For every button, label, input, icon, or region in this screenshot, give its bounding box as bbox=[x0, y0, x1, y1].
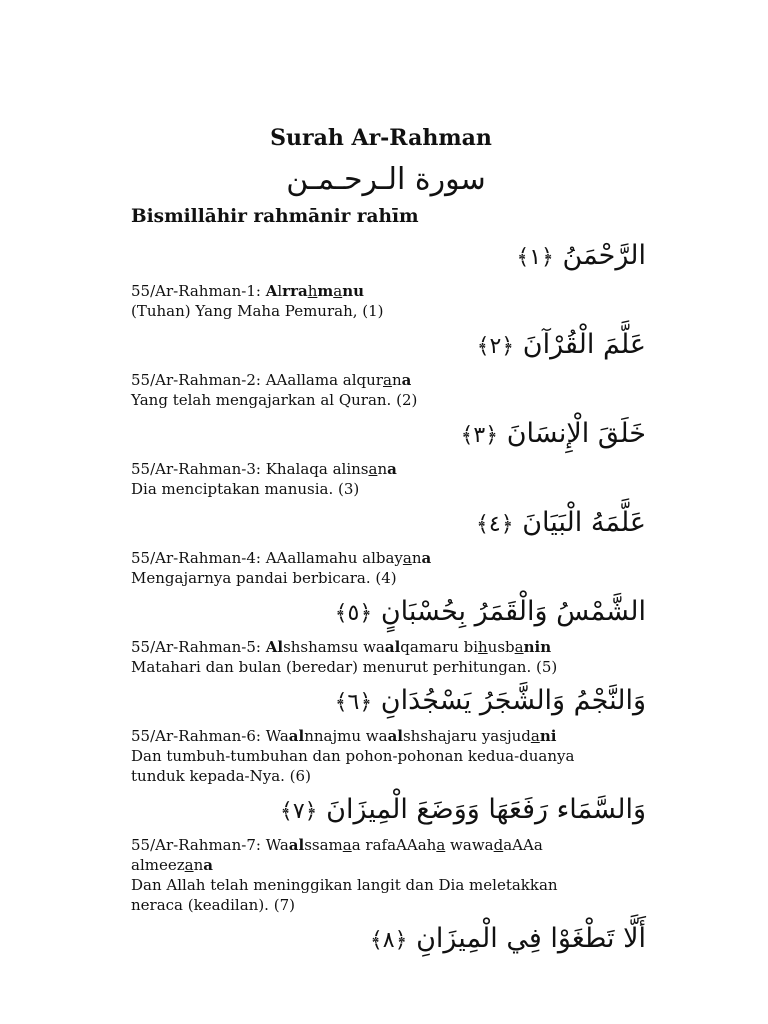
transliteration-segment: AAallama alqur bbox=[265, 371, 383, 389]
verse-block bbox=[131, 232, 646, 321]
verse-number: ﴿٣﴾ bbox=[460, 423, 499, 448]
arabic-title: سورة الـرحـمـن bbox=[286, 162, 486, 197]
verse-translation bbox=[131, 568, 641, 588]
transliteration-segment: qamaru bi bbox=[400, 638, 478, 656]
transliteration-segment: a rafaAAah bbox=[351, 836, 437, 854]
bismillah-line: Bismillāhir rahmānir rahīm bbox=[131, 206, 419, 227]
transliteration-segment: a bbox=[203, 856, 213, 874]
transliteration-segment: a bbox=[342, 836, 352, 854]
transliteration-segment: a bbox=[402, 549, 412, 567]
verse-number: ﴿٨﴾ bbox=[369, 928, 408, 953]
verse-transliteration bbox=[131, 835, 641, 875]
verse-transliteration bbox=[131, 637, 641, 657]
verse-translation bbox=[131, 301, 641, 321]
verse-arabic bbox=[131, 321, 646, 370]
transliteration-segment: n bbox=[193, 856, 204, 874]
translation-line: Dia menciptakan manusia. (3) bbox=[131, 480, 360, 498]
verse-number: ﴿٤﴾ bbox=[476, 512, 514, 537]
verse-transliteration bbox=[131, 370, 641, 390]
verse-transliteration bbox=[131, 281, 641, 301]
document-page bbox=[131, 118, 646, 964]
verse-arabic-text: عَلَّمَ الْقُرْآنَ bbox=[522, 329, 646, 360]
verse-arabic-text: خَلَقَ الْإِنسَانَ bbox=[506, 418, 646, 449]
verse-number: ﴿٧﴾ bbox=[279, 799, 318, 824]
verse-arabic-text: وَالسَّمَاء رَفَعَهَا وَوَضَعَ الْمِيزَانَ bbox=[326, 794, 646, 825]
transliteration-segment: a bbox=[401, 371, 412, 389]
transliteration-segment: rra bbox=[282, 282, 308, 300]
transliteration-segment: a bbox=[436, 836, 446, 854]
transliteration-segment: al bbox=[387, 727, 403, 745]
verse-transliteration bbox=[131, 459, 641, 479]
verse-block bbox=[131, 786, 646, 915]
verse-reference: 55/Ar-Rahman-2: bbox=[131, 371, 266, 389]
transliteration-segment: a bbox=[368, 460, 378, 478]
transliteration-segment: al bbox=[288, 727, 305, 745]
transliteration-segment: l bbox=[277, 282, 283, 300]
verse-reference: 55/Ar-Rahman-5: bbox=[131, 638, 266, 656]
transliteration-segment: al bbox=[288, 836, 305, 854]
verse-translation bbox=[131, 479, 641, 499]
transliteration-segment: A bbox=[265, 282, 278, 300]
transliteration-segment: n bbox=[391, 371, 402, 389]
verse-translation bbox=[131, 875, 641, 915]
verse-arabic-text: أَلَّا تَطْغَوْا فِي الْمِيزَانِ bbox=[416, 923, 646, 954]
transliteration-segment: ssam bbox=[304, 836, 343, 854]
transliteration-segment: Wa bbox=[265, 727, 289, 745]
transliteration-segment: n bbox=[411, 549, 422, 567]
verse-arabic bbox=[131, 499, 646, 548]
verse-number: ﴿٢﴾ bbox=[476, 334, 515, 359]
verse-arabic bbox=[131, 677, 646, 726]
verse-arabic-text: عَلَّمَهُ الْبَيَانَ bbox=[522, 507, 646, 538]
translation-line: Mengajarnya pandai berbicara. (4) bbox=[131, 569, 397, 587]
transliteration-segment: d bbox=[493, 836, 504, 854]
verse-transliteration bbox=[131, 548, 641, 568]
transliteration-segment: Al bbox=[265, 638, 284, 656]
verse-translation bbox=[131, 657, 641, 677]
verse-arabic bbox=[131, 786, 646, 835]
translation-line: tunduk kepada-Nya. (6) bbox=[131, 767, 311, 785]
transliteration-segment: h bbox=[307, 282, 318, 300]
translation-line: (Tuhan) Yang Maha Pemurah, (1) bbox=[131, 302, 384, 320]
transliteration-segment: usb bbox=[487, 638, 515, 656]
transliteration-segment: h bbox=[478, 638, 488, 656]
transliteration-segment: ni bbox=[539, 727, 557, 745]
transliteration-segment: n bbox=[377, 460, 388, 478]
transliteration-segment: wawa bbox=[445, 836, 494, 854]
verse-block bbox=[131, 321, 646, 410]
verse-reference: 55/Ar-Rahman-4: bbox=[131, 549, 266, 567]
verse-arabic bbox=[131, 915, 646, 964]
verse-reference: 55/Ar-Rahman-1: bbox=[131, 282, 266, 300]
transliteration-segment: a bbox=[514, 638, 524, 656]
verse-reference: 55/Ar-Rahman-3: bbox=[131, 460, 266, 478]
transliteration-segment: shshajaru yasjud bbox=[402, 727, 531, 745]
verse-block bbox=[131, 588, 646, 677]
transliteration-segment: a bbox=[382, 371, 392, 389]
verse-arabic-text: الرَّحْمَنُ bbox=[562, 240, 646, 271]
translation-line: Dan Allah telah meninggikan langit dan Dia meletakkan bbox=[131, 876, 558, 894]
transliteration-segment: Wa bbox=[265, 836, 289, 854]
transliteration-segment: n bbox=[342, 282, 354, 300]
transliteration-segment: shshamsu wa bbox=[283, 638, 385, 656]
transliteration-segment: al bbox=[384, 638, 401, 656]
verse-transliteration bbox=[131, 726, 641, 746]
verse-reference: 55/Ar-Rahman-6: bbox=[131, 727, 266, 745]
verse-block bbox=[131, 499, 646, 588]
verse-arabic bbox=[131, 410, 646, 459]
verse-arabic bbox=[131, 232, 646, 281]
transliteration-segment: nin bbox=[523, 638, 552, 656]
translation-line: Dan tumbuh-tumbuhan dan pohon-pohonan kedua-duanya bbox=[131, 747, 575, 765]
transliteration-segment: a bbox=[530, 727, 540, 745]
transliteration-segment: a bbox=[421, 549, 432, 567]
transliteration-segment: a bbox=[387, 460, 397, 478]
verse-number: ﴿٦﴾ bbox=[334, 690, 373, 715]
transliteration-segment: m bbox=[317, 282, 334, 300]
verse-reference: 55/Ar-Rahman-7: bbox=[131, 836, 266, 854]
verse-block bbox=[131, 410, 646, 499]
verse-translation bbox=[131, 390, 641, 410]
page-title: Surah Ar-Rahman bbox=[270, 125, 492, 151]
transliteration-segment: nnajmu wa bbox=[304, 727, 388, 745]
verse-list bbox=[131, 232, 646, 964]
transliteration-segment: a bbox=[333, 282, 343, 300]
verse-arabic-text: الشَّمْسُ وَالْقَمَرُ بِحُسْبَانٍ bbox=[380, 596, 646, 627]
verse-translation bbox=[131, 746, 641, 786]
transliteration-segment: AAallamahu albay bbox=[265, 549, 403, 567]
transliteration-segment: a bbox=[184, 856, 194, 874]
transliteration-segment: aAAa bbox=[503, 836, 543, 854]
transliteration-segment: Khalaqa alins bbox=[265, 460, 369, 478]
verse-block bbox=[131, 677, 646, 786]
verse-number: ﴿٥﴾ bbox=[334, 601, 373, 626]
transliteration-segment: u bbox=[353, 282, 365, 300]
verse-number: ﴿١﴾ bbox=[516, 245, 554, 270]
translation-line: Yang telah mengajarkan al Quran. (2) bbox=[131, 391, 418, 409]
verse-block bbox=[131, 915, 646, 964]
transliteration-segment: almeez bbox=[131, 856, 185, 874]
translation-line: neraca (keadilan). (7) bbox=[131, 896, 295, 914]
verse-arabic bbox=[131, 588, 646, 637]
translation-line: Matahari dan bulan (beredar) menurut perhitungan. (5) bbox=[131, 658, 558, 676]
verse-arabic-text: وَالنَّجْمُ وَالشَّجَرُ يَسْجُدَانِ bbox=[380, 685, 646, 716]
